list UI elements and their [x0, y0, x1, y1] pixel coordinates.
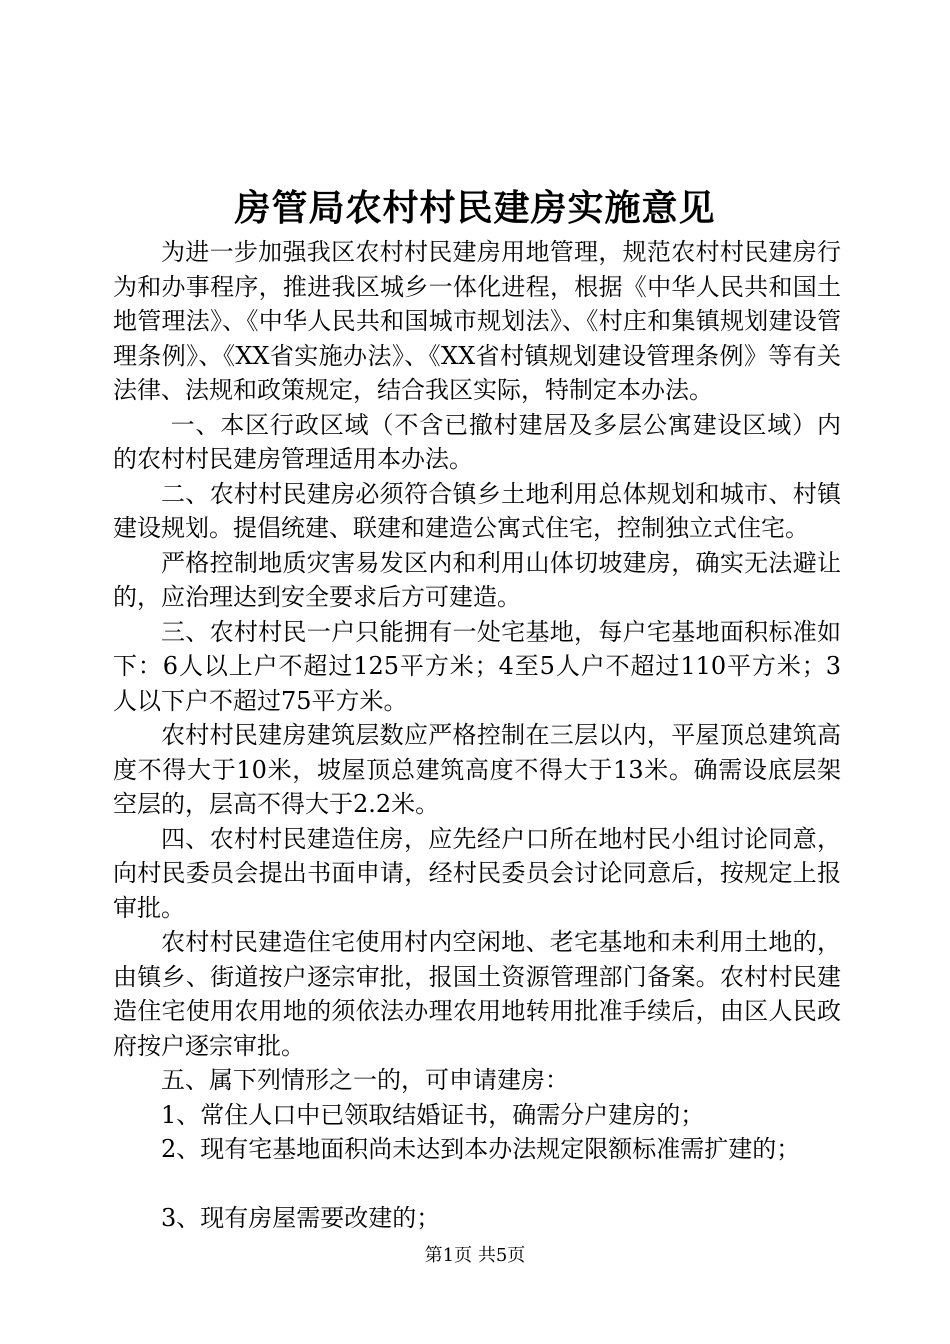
- list-item: 2、现有宅基地面积尚未达到本办法规定限额标准需扩建的；: [161, 1135, 801, 1163]
- document-title: 房管局农村村民建房实施意见: [234, 187, 716, 229]
- paragraph-7: 农村村民建造住宅使用村内空闲地、老宅基地和未利用土地的，由镇乡、街道按户逐宗审批，报国土资源管理部门备案。农村村民建造住宅使用农用地的须依法办理农用地转用批准手续后，由区人民政府按户逐宗审批。: [113, 928, 841, 1060]
- paragraph-1: 一、本区行政区域（不含已撤村建居及多层公寓建设区域）内的农村村民建房管理适用本办法。: [113, 410, 841, 473]
- paragraph-3: 严格控制地质灾害易发区内和利用山体切坡建房，确实无法避让的，应治理达到安全要求后方可建造。: [113, 548, 841, 611]
- paragraph-8: 五、属下列情形之一的，可申请建房：: [161, 1066, 569, 1094]
- list-item: 3、现有房屋需要改建的；: [161, 1203, 441, 1232]
- list-item: 1、常住人口中已领取结婚证书，确需分户建房的；: [161, 1100, 705, 1129]
- document-body: [113, 235, 841, 1235]
- paragraph-5: 农村村民建房建筑层数应严格控制在三层以内，平屋顶总建筑高度不得大于10米，坡屋顶总建筑高度不得大于13米。确需设底层架空层的，层高不得大于2.2米。: [113, 721, 841, 818]
- paragraph-4: 三、农村村民一户只能拥有一处宅基地，每户宅基地面积标准如下：6人以上户不超过125平方米；4至5人户不超过110平方米；3人以下户不超过75平方米。: [113, 617, 841, 715]
- paragraph-intro: 为进一步加强我区农村村民建房用地管理，规范农村村民建房行为和办事程序，推进我区城乡一体化进程，根据《中华人民共和国土地管理法》、《中华人民共和国城市规划法》、《村庄和集镇规划建设管理条例》、《XX省实施办法》、《XX省村镇规划建设管理条例》等有关法律、法规和政策规定，结合我区实际，特制定本办法。: [113, 238, 841, 404]
- page-footer: 第1页 共5页: [424, 1245, 526, 1266]
- paragraph-2: 二、农村村民建房必须符合镇乡土地利用总体规划和城市、村镇建设规划。提倡统建、联建和建造公寓式住宅，控制独立式住宅。: [113, 479, 841, 542]
- paragraph-6: 四、农村村民建造住房，应先经户口所在地村民小组讨论同意，向村民委员会提出书面申请，经村民委员会讨论同意后，按规定上报审批。: [113, 824, 841, 922]
